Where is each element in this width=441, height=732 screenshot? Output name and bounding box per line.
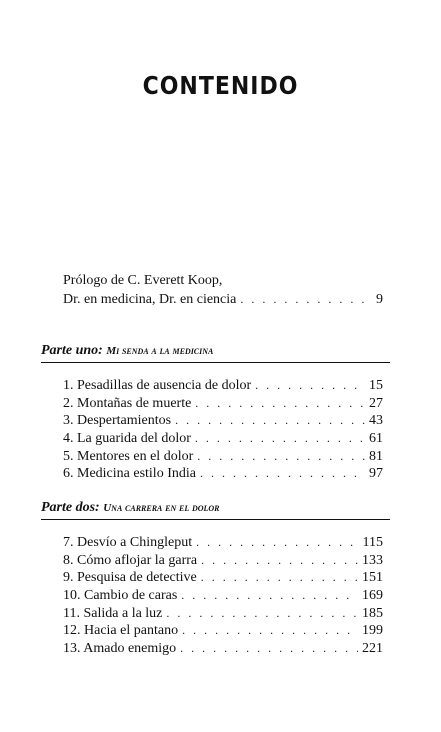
page-number: 151 bbox=[362, 570, 383, 586]
dot-leader bbox=[180, 641, 358, 656]
chapter-title: 1. Pesadillas de ausencia de dolor bbox=[63, 378, 252, 393]
part-lead: Parte uno: bbox=[41, 343, 103, 358]
dot-leader bbox=[196, 535, 358, 550]
chapter-title: 13. Amado enemigo bbox=[63, 641, 177, 657]
chapter-title: 2. Montañas de muerte bbox=[63, 395, 192, 411]
chapter-row bbox=[63, 466, 383, 484]
prologue-entry bbox=[63, 272, 383, 308]
prologue-line1: Prólogo de C. Everett Koop, bbox=[63, 273, 223, 288]
chapter-row bbox=[63, 641, 383, 659]
chapter-row bbox=[63, 553, 383, 571]
dot-leader bbox=[175, 413, 365, 428]
chapter-title: 9. Pesquisa de detective bbox=[63, 570, 197, 586]
dot-leader bbox=[255, 378, 365, 393]
chapter-row bbox=[63, 606, 383, 624]
prologue-line2: Dr. en medicina, Dr. en ciencia bbox=[63, 292, 237, 307]
part-one-chapters bbox=[63, 378, 383, 484]
page-number: 97 bbox=[369, 466, 383, 482]
dot-leader bbox=[201, 553, 358, 568]
dot-leader bbox=[182, 623, 358, 638]
chapter-row bbox=[63, 378, 383, 396]
chapter-title: 10. Cambio de caras bbox=[63, 588, 178, 604]
part-one-heading bbox=[41, 343, 390, 363]
chapter-title: 3. Despertamientos bbox=[63, 413, 172, 429]
chapter-row bbox=[63, 396, 383, 414]
page-number: 115 bbox=[362, 535, 383, 550]
part-name: Una carrera en el dolor bbox=[103, 502, 220, 514]
page-number: 15 bbox=[369, 378, 383, 393]
dot-leader bbox=[200, 466, 365, 481]
page-number: 9 bbox=[376, 292, 383, 307]
dot-leader bbox=[166, 606, 358, 621]
page-number: 185 bbox=[362, 605, 383, 621]
part-two-chapters bbox=[63, 535, 383, 659]
dot-leader bbox=[240, 290, 372, 308]
chapter-title: 4. La guarida del dolor bbox=[63, 431, 191, 447]
chapter-row bbox=[63, 570, 383, 588]
dot-leader bbox=[195, 396, 365, 411]
page-number: 169 bbox=[362, 588, 383, 604]
dot-leader bbox=[181, 588, 358, 603]
chapter-row bbox=[63, 535, 383, 553]
page-number: 43 bbox=[369, 413, 383, 429]
chapter-title: 11. Salida a la luz bbox=[63, 605, 163, 621]
chapter-row bbox=[63, 588, 383, 606]
dot-leader bbox=[201, 570, 358, 585]
chapter-title: 7. Desvío a Chingleput bbox=[63, 535, 193, 550]
chapter-row bbox=[63, 623, 383, 641]
chapter-title: 8. Cómo aflojar la garra bbox=[63, 552, 198, 568]
page-number: 27 bbox=[369, 395, 383, 411]
page-number: 133 bbox=[362, 552, 383, 568]
chapter-title: 6. Medicina estilo India bbox=[63, 466, 196, 482]
page-number: 81 bbox=[369, 448, 383, 464]
part-two-heading bbox=[41, 500, 390, 520]
chapter-title: 5. Mentores en el dolor bbox=[63, 448, 194, 464]
dot-leader bbox=[197, 449, 365, 464]
chapter-row bbox=[63, 413, 383, 431]
page-number: 61 bbox=[369, 431, 383, 447]
chapter-row bbox=[63, 449, 383, 467]
page-title: CONTENIDO bbox=[142, 72, 299, 101]
page-number: 199 bbox=[362, 623, 383, 639]
part-name: Mi senda a la medicina bbox=[106, 345, 214, 357]
chapter-title: 12. Hacia el pantano bbox=[63, 623, 179, 639]
dot-leader bbox=[195, 431, 365, 446]
page-number: 221 bbox=[362, 641, 383, 657]
chapter-row bbox=[63, 431, 383, 449]
part-lead: Parte dos: bbox=[41, 500, 100, 515]
